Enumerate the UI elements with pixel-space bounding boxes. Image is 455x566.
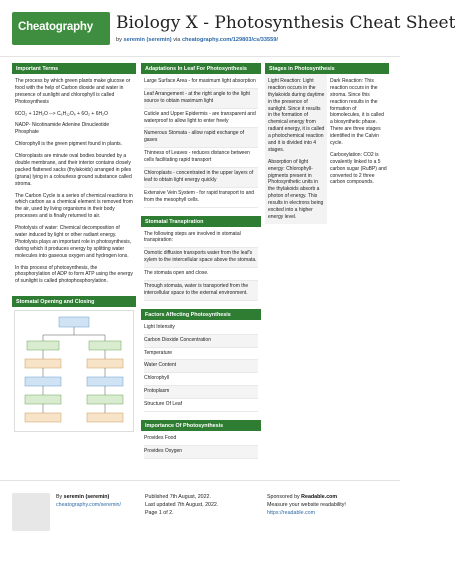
term-paragraph: 6CO₂ + 12H₂O --> C₆H₁₂O₆ + 6O₂ + 6H₂O — [15, 110, 108, 117]
by-label: By — [56, 494, 64, 500]
importance-item: Provides Oxygen — [144, 446, 258, 459]
by-prefix: by — [116, 37, 124, 43]
footer-sponsor — [267, 493, 346, 518]
stage-paragraph: Dark Reaction: This reaction occurs in the stroma. Since this reaction results in the formation of biomolecules, it is called a biosynthetic phase. There are three stages identified in the Calvin cycle. — [330, 78, 384, 147]
term-paragraph: Photolysis of water: Chemical decomposition of water induced by light or other radiant energy. Photolysis plays an important role in photosynthesis, during which it produces energy by splitting water molecules into gaseous oxygen and hydrogen ions. — [15, 225, 132, 259]
footer — [0, 480, 400, 566]
adaptations-section — [141, 63, 261, 210]
section-body — [141, 431, 261, 461]
stage-paragraph: Carboxylation: CO2 is covalently linked to a 5 carbon sugar (RuBP) and converted to 2 three carbon compounds. — [330, 151, 387, 186]
logo-text: Cheatography — [18, 21, 93, 33]
section-title: Adaptations In Leaf For Photosynthesis — [141, 63, 261, 74]
importance-section — [141, 420, 261, 461]
adaptation-row: Thinness of Leaves - reduces distance between cells facilitating rapid transport — [144, 148, 258, 168]
section-body — [141, 320, 261, 414]
sponsor-text: Measure your website readability! — [267, 502, 346, 509]
factor-item: Carbon Dioxide Concentration — [144, 335, 258, 348]
stage-paragraph: Light Reaction: Light reaction occurs in the thylakoids during daytime in the presence of sunlight. Since it results in the formation of chemical energy from radiant energy, it is called a photochemical reaction and it is divided into 4 stages. — [268, 78, 325, 153]
adaptation-row: Numerous Stomata - allow rapid exchange of gases — [144, 128, 258, 148]
transpiration-row: Through stomata, water is transported from the intercellular space to the external environment. — [144, 281, 258, 301]
updated-date: Last updated 7th August, 2022. — [145, 502, 219, 509]
adaptation-row: Leaf Arrangement - at the right angle to the light source to obtain maximum light — [144, 89, 258, 109]
stages-section — [265, 63, 389, 224]
important-terms-section — [12, 63, 136, 290]
section-title: Stomatal Transpiration — [141, 216, 261, 227]
term-paragraph: In this process of photosynthesis, the phosphorylation of ADP to form ATP using the energy of sunlight is called photophosphorylation. — [15, 264, 133, 285]
sponsor-name: Readable.com — [301, 494, 338, 500]
stages-right-column — [327, 74, 389, 224]
section-body — [12, 74, 136, 290]
stomata-section — [12, 296, 136, 432]
author-link[interactable]: seremin (seremin) — [123, 37, 172, 43]
section-body — [141, 227, 261, 303]
adaptation-row: Large Surface Area - for maximum light absorption — [144, 76, 258, 89]
header — [0, 0, 455, 57]
stage-paragraph: Absorption of light energy: Chlorophyll-pigments present in Photosynthetic units in the thylakoids absorb a photon of energy. This results in electrons being excited into a higher energy level. — [268, 158, 324, 220]
flowchart-image — [15, 311, 133, 431]
adaptation-row: Chloroplasts - concentrated in the upper layers of leaf to obtain light energy quickly — [144, 168, 258, 188]
transpiration-row: Osmotic diffusion transports water from the leaf's xylem to the intercellular space above the stomata. — [144, 248, 258, 268]
term-paragraph: Chloroplasts are minute oval bodies bounded by a double membrane, and their interior contains closely packed flattened sacks (thylakoids) arranged in piles (grana) lying in a colourless ground substance called stroma. — [15, 153, 132, 187]
via-text: via — [171, 37, 182, 43]
author-avatar — [12, 493, 50, 531]
page-title: Biology X - Photosynthesis Cheat Sheet — [116, 13, 455, 33]
page-number: Page 1 of 2. — [145, 510, 174, 517]
stomatal-transpiration-section — [141, 216, 261, 303]
published-date: Published 7th August, 2022. — [145, 494, 211, 500]
stages-left-column — [265, 74, 327, 224]
transpiration-row: The stomata open and close. — [144, 268, 258, 281]
footer-author — [56, 493, 121, 509]
cheatography-logo[interactable] — [12, 12, 110, 45]
stages-table — [265, 74, 389, 224]
column-3 — [265, 63, 389, 230]
term-paragraph: Chlorophyll is the green pigment found in plants. — [15, 141, 123, 148]
column-1 — [12, 63, 136, 438]
footer-author-name: seremin (seremin) — [63, 494, 110, 500]
footer-author-link[interactable]: cheatography.com/seremin/ — [56, 502, 121, 509]
factor-item: Chlorophyll — [144, 373, 258, 386]
importance-item: Provides Food — [144, 433, 258, 446]
byline — [116, 37, 278, 43]
sponsor-prefix: Sponsored by — [267, 494, 302, 500]
transpiration-row: The following steps are involved in stomatal transpiration: — [144, 229, 258, 249]
sponsor-link[interactable]: https://readable.com — [267, 510, 315, 517]
stomata-diagram — [14, 310, 134, 432]
factor-item: Structure Of Leaf — [144, 399, 258, 412]
term-paragraph: The process by which green plants make glucose or food with the help of Carbon dioxide and water in presence of sunlight and chlorophyll is called Photosynthesis — [15, 78, 131, 105]
factors-section — [141, 309, 261, 414]
section-body — [141, 74, 261, 210]
term-paragraph: The Carbon Cycle is a series of chemical reactions in which carbon as a chemical element is removed from the air, used by living organisms in their body processes and is finally returned to air. — [15, 192, 133, 220]
footer-dates — [145, 493, 218, 518]
sheet-url-link[interactable]: cheatography.com/129803/cs/33559/ — [181, 37, 278, 43]
factor-item: Water Content — [144, 360, 258, 373]
section-title: Stomatal Opening and Closing — [12, 296, 136, 307]
factor-item: Protoplasm — [144, 386, 258, 399]
section-title: Importance Of Photosynthesis — [141, 420, 261, 431]
section-title: Important Terms — [12, 63, 136, 74]
factor-item: Light Intensity — [144, 322, 258, 335]
factor-item: Temperature — [144, 348, 258, 361]
section-title: Stages in Photosynthesis — [265, 63, 389, 74]
adaptation-row: Cuticle and Upper Epidermis - are transparent and waterproof to allow light to enter freely — [144, 109, 258, 129]
term-paragraph: NADP- Nicotinamide Adenine Dinucleotide Phosphate — [15, 122, 110, 136]
adaptation-row: Extensive Vein System - for rapid transport to and from the mesophyll cells. — [144, 188, 258, 208]
section-title: Factors Affecting Photosynthesis — [141, 309, 261, 320]
column-2 — [141, 63, 261, 467]
